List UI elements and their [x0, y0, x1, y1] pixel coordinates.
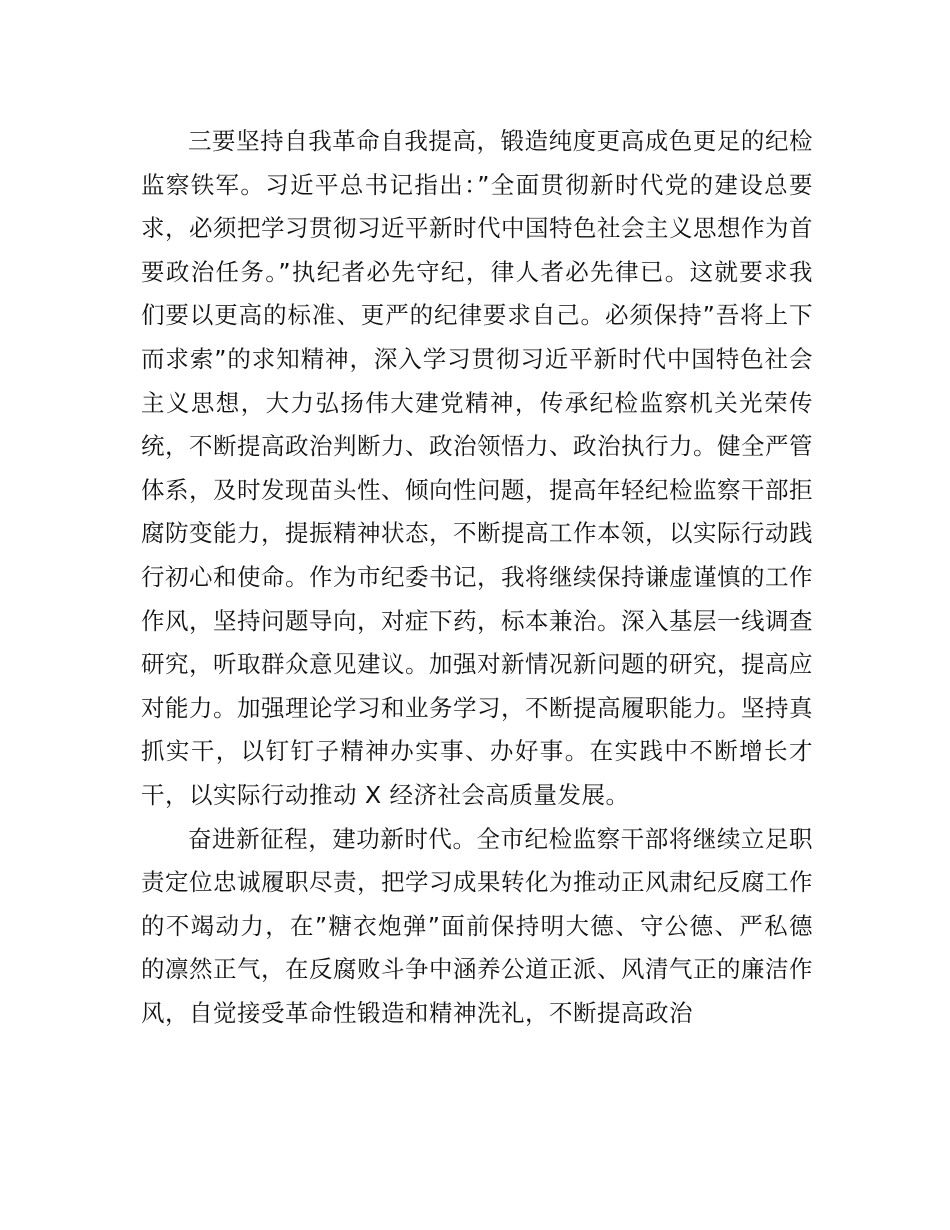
paragraph-self-revolution: 三要坚持自我革命自我提高，锻造纯度更高成色更足的纪检监察铁军。习近平总书记指出：”全面贯彻新时代党的建设总要求，必须把学习贯彻习近平新时代中国特色社会主义思想作为首要政治任务。”执纪者必先守纪，律人者必先律已。这就要求我们要以更高的标准、更严的纪律要求自己。必须保持”吾将上下而求索”的求知精神，深入学习贯彻习近平新时代中国特色社会主义思想，大力弘扬伟大建党精神，传承纪检监察机关光荣传统，不断提高政治判断力、政治领悟力、政治执行力。健全严管体系，及时发现苗头性、倾向性问题，提高年轻纪检监察干部拒腐防变能力，提振精神状态，不断提高工作本领，以实际行动践行初心和使命。作为市纪委书记，我将继续保持谦虚谨慎的工作作风，坚持问题导向，对症下药，标本兼治。深入基层一线调查研究，听取群众意见建议。加强对新情况新问题的研究，提高应对能力。加强理论学习和业务学习，不断提高履职能力。坚持真抓实干，以钉钉子精神办实事、办好事。在实践中不断增长才干，以实际行动推动 X 经济社会高质量发展。: [141, 127, 813, 809]
body-text: [141, 120, 813, 1035]
paragraph-new-journey: 奋进新征程，建功新时代。全市纪检监察干部将继续立足职责定位忠诚履职尽责，把学习成果转化为推动正风肃纪反腐工作的不竭动力，在”糖衣炮弹”面前保持明大德、守公德、严私德的凛然正气，在反腐败斗争中涵养公道正派、风清气正的廉洁作风，自觉接受革命性锻造和精神洗礼，不断提高政治: [141, 824, 813, 1027]
